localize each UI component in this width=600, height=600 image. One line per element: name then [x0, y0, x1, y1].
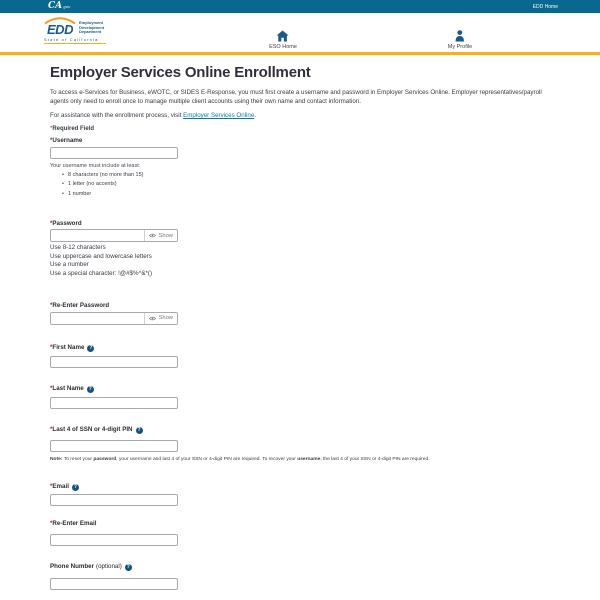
- site-header: [0, 13, 600, 55]
- password-field: [50, 229, 178, 242]
- nav-label-eso-home: ESO Home: [269, 44, 297, 50]
- reenter-email-input[interactable]: [50, 534, 178, 546]
- last-name-input[interactable]: [50, 397, 178, 409]
- home-icon: [276, 30, 289, 42]
- ssn-note: Note: To reset your password, your username and last 4 of your SSN or 4-digit PIN are required. To recover your username, the last 4 of your SSN or 4-digit PIN are required.: [50, 456, 430, 462]
- ssn-pin-input[interactable]: [50, 440, 178, 452]
- password-label: * Password: [50, 219, 82, 227]
- intro-paragraph: To access e-Services for Business, eWOTC, or SIDES E-Response, you must first create a username and password in Employer Services Online. Employer representatives/payroll agents only need to enroll once to manage multiple client accounts using their own name and contact information.: [50, 89, 542, 105]
- ca-gov-logo-gov-text: gov: [63, 4, 71, 9]
- edd-logo-state-text: State of California: [44, 37, 106, 44]
- ssn-pin-label: * Last 4 of SSN or 4-digit PIN ?: [50, 425, 141, 433]
- nav-label-my-profile: My Profile: [447, 44, 473, 50]
- email-label: * Email ?: [50, 482, 77, 490]
- person-icon: [454, 30, 466, 42]
- edd-logo-acronym: EDD: [47, 22, 73, 37]
- first-name-label: * First Name ?: [50, 343, 93, 351]
- username-input[interactable]: [50, 147, 178, 159]
- phone-input[interactable]: [50, 578, 178, 590]
- edd-logo[interactable]: [44, 17, 106, 44]
- required-marker: *: [50, 126, 53, 132]
- password-hints: Use 8-12 characters Use uppercase and lowercase letters Use a number Use a special character: !@#$%^&*(): [50, 244, 153, 277]
- first-name-help-icon[interactable]: ?: [89, 344, 93, 351]
- utility-bar: [0, 0, 600, 13]
- reenter-password-show-button[interactable]: Show: [144, 313, 177, 324]
- username-hint-title: Your username must include at least:: [50, 162, 141, 169]
- email-input[interactable]: [50, 494, 178, 506]
- eye-icon: [149, 233, 156, 238]
- password-show-button[interactable]: Show: [144, 230, 177, 241]
- page-title: Employer Services Online Enrollment: [50, 64, 311, 81]
- ca-gov-logo-text: CA: [48, 1, 63, 11]
- username-rule-list: [50, 172, 550, 197]
- username-label: * Username: [50, 137, 83, 144]
- username-rule: • 8 characters (no more than 15): [62, 172, 550, 178]
- ca-gov-logo[interactable]: [48, 1, 70, 11]
- edd-logo-line2: Development: [79, 24, 105, 30]
- employer-services-online-link[interactable]: Employer Services Online: [183, 112, 255, 119]
- last-name-label: * Last Name ?: [50, 384, 92, 392]
- phone-help-icon[interactable]: ?: [126, 564, 130, 571]
- edd-logo-line3: Department: [79, 29, 102, 35]
- email-help-icon[interactable]: ?: [73, 483, 77, 490]
- ssn-pin-help-icon[interactable]: ?: [137, 426, 141, 433]
- eye-icon: [149, 316, 156, 321]
- required-field-note: *Required Field: [50, 126, 95, 132]
- edd-logo-line1: Employment: [79, 20, 104, 26]
- phone-optional-text: (optional): [96, 563, 122, 571]
- username-rule: • 1 number: [62, 191, 550, 197]
- edd-home-link[interactable]: EDD Home: [532, 3, 558, 10]
- reenter-password-field: [50, 312, 178, 325]
- reenter-password-label: * Re-Enter Password: [50, 302, 110, 309]
- password-input[interactable]: [51, 230, 144, 241]
- nav-item-eso-home[interactable]: [269, 30, 297, 50]
- first-name-input[interactable]: [50, 356, 178, 368]
- reenter-password-input[interactable]: [51, 313, 144, 324]
- assistance-paragraph: For assistance with the enrollment process, visit Employer Services Online.: [50, 112, 257, 119]
- main-content: [0, 55, 600, 590]
- username-rule: • 1 letter (no accents): [62, 181, 550, 187]
- reenter-email-label: * Re-Enter Email: [50, 519, 97, 527]
- last-name-help-icon[interactable]: ?: [88, 385, 92, 392]
- nav-item-my-profile[interactable]: [448, 30, 472, 50]
- phone-label: Phone Number (optional) ?: [50, 563, 130, 571]
